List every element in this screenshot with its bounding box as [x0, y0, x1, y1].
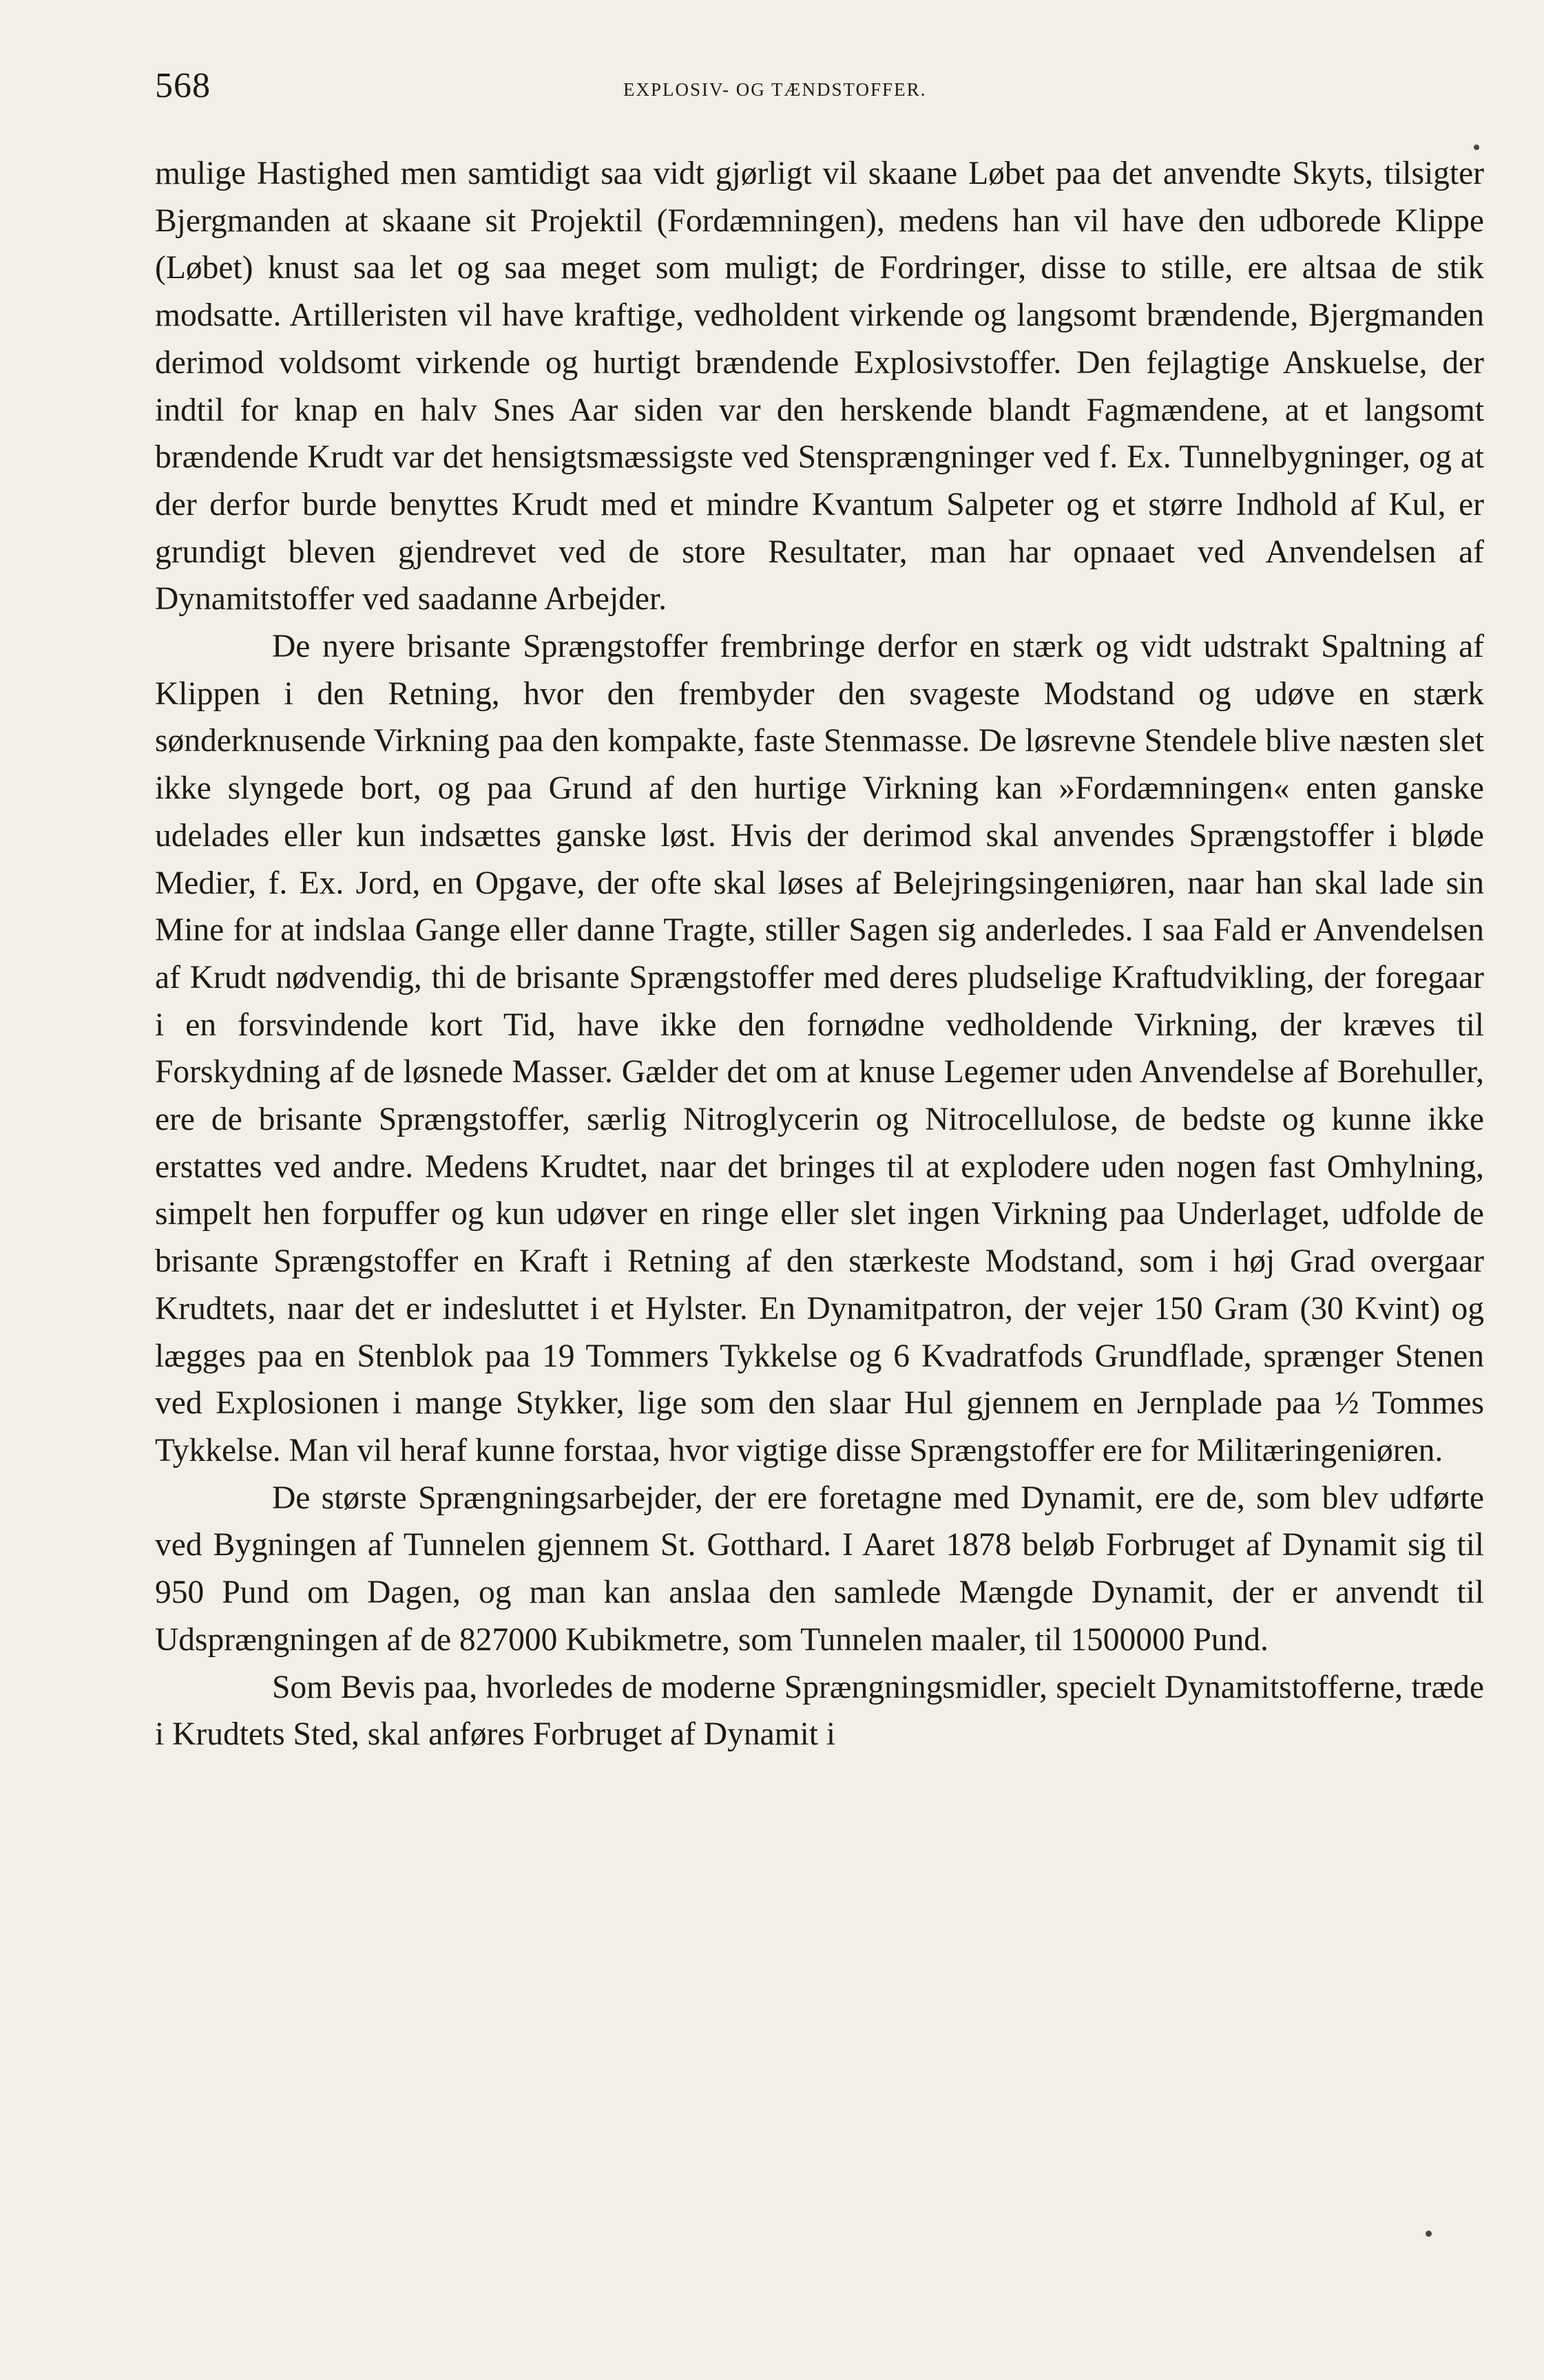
- paragraph-gotthard-tunnel: De største Sprængningsarbejder, der ere foretagne med Dynamit, ere de, som blev udførte ved Bygningen af Tunnelen gjennem St. Gotthard. I Aaret 1878 beløb Forbruget af Dynamit sig til 950 Pund om Dagen, og man kan anslaa den samlede Mængde Dynamit, der er anvendt til Udsprængningen af de 827000 Kubikmetre, som Tunnelen maaler, til 1500000 Pund.: [155, 1479, 1484, 1658]
- body-text: [155, 150, 1484, 1758]
- paragraph-dynamit-forbrug: Som Bevis paa, hvorledes de moderne Sprængningsmidler, specielt Dynamitstofferne, træde i Krudtets Sted, skal anføres Forbruget af Dynamit i: [155, 1669, 1484, 1753]
- print-speck: [1474, 145, 1479, 150]
- print-speck: [1426, 2231, 1432, 2237]
- paragraph-continuation: mulige Hastighed men samtidigt saa vidt gjørligt vil skaane Løbet paa det anvendte Skyts, tilsigter Bjergmanden at skaane sit Projektil (Fordæmningen), medens han vil have den udborede Klippe (Løbet) knust saa let og saa meget som muligt; de Fordringer, disse to stille, ere altsaa de stik modsatte. Artilleristen vil have kraftige, vedholdent virkende og langsomt brændende, Bjergmanden derimod voldsomt virkende og hurtigt brændende Explosivstoffer. Den fejlagtige Anskuelse, der indtil for knap en halv Snes Aar siden var den herskende blandt Fagmændene, at et langsomt brændende Krudt var det hensigtsmæssigste ved Stensprængninger ved f. Ex. Tunnelbygninger, og at der derfor burde benyttes Krudt med et mindre Kvantum Salpeter og et større Indhold af Kul, er grundigt bleven gjendrevet ved de store Resultater, man har opnaaet ved Anvendelsen af Dynamitstoffer ved saadanne Arbejder.: [155, 156, 1484, 618]
- page-number: 568: [155, 66, 211, 105]
- paragraph-brisante-sprengstoffer: De nyere brisante Sprængstoffer frembringe derfor en stærk og vidt udstrakt Spaltning af Klippen i den Retning, hvor den frembyder den svageste Modstand og udøve en stærk sønderknusende Virkning paa den kompakte, faste Stenmasse. De løsrevne Stendele blive næsten slet ikke slyngede bort, og paa Grund af den hurtige Virkning kan »Fordæmningen« enten ganske udelades eller kun indsættes ganske løst. Hvis der derimod skal anvendes Sprængstoffer i bløde Medier, f. Ex. Jord, en Opgave, der ofte skal løses af Belejringsingeniøren, naar han skal lade sin Mine for at indslaa Gange eller danne Tragte, stiller Sagen sig anderledes. I saa Fald er Anvendelsen af Krudt nødvendig, thi de brisante Sprængstoffer med deres pludselige Kraftudvikling, der foregaar i en forsvindende kort Tid, have ikke den fornødne vedholdende Virkning, der kræves til Forskydning af de løsnede Masser. Gælder det om at knuse Legemer uden Anvendelse af Borehuller, ere de brisante Sprængstoffer, særlig Nitroglycerin og Nitrocellulose, de bedste og kunne ikke erstattes ved andre. Medens Krudtet, naar det bringes til at explodere uden nogen fast Omhylning, simpelt hen forpuffer og kun udøver en ringe eller slet ingen Virkning paa Underlaget, udfolde de brisante Sprængstoffer en Kraft i Retning af den stærkeste Modstand, som i høj Grad overgaar Krudtets, naar det er indesluttet i et Hylster. En Dynamitpatron, der vejer 150 Gram (30 Kvint) og lægges paa en Stenblok paa 19 Tommers Tykkelse og 6 Kvadratfods Grundflade, sprænger Stenen ved Explosionen i mange Stykker, lige som den slaar Hul gjennem en Jernplade paa ½ Tommes Tykkelse. Man vil heraf kunne forstaa, hvor vigtige disse Sprængstoffer ere for Militæringeniøren.: [155, 629, 1484, 1468]
- running-title: EXPLOSIV- OG TÆNDSTOFFER.: [623, 79, 927, 100]
- page-header: [155, 65, 1484, 114]
